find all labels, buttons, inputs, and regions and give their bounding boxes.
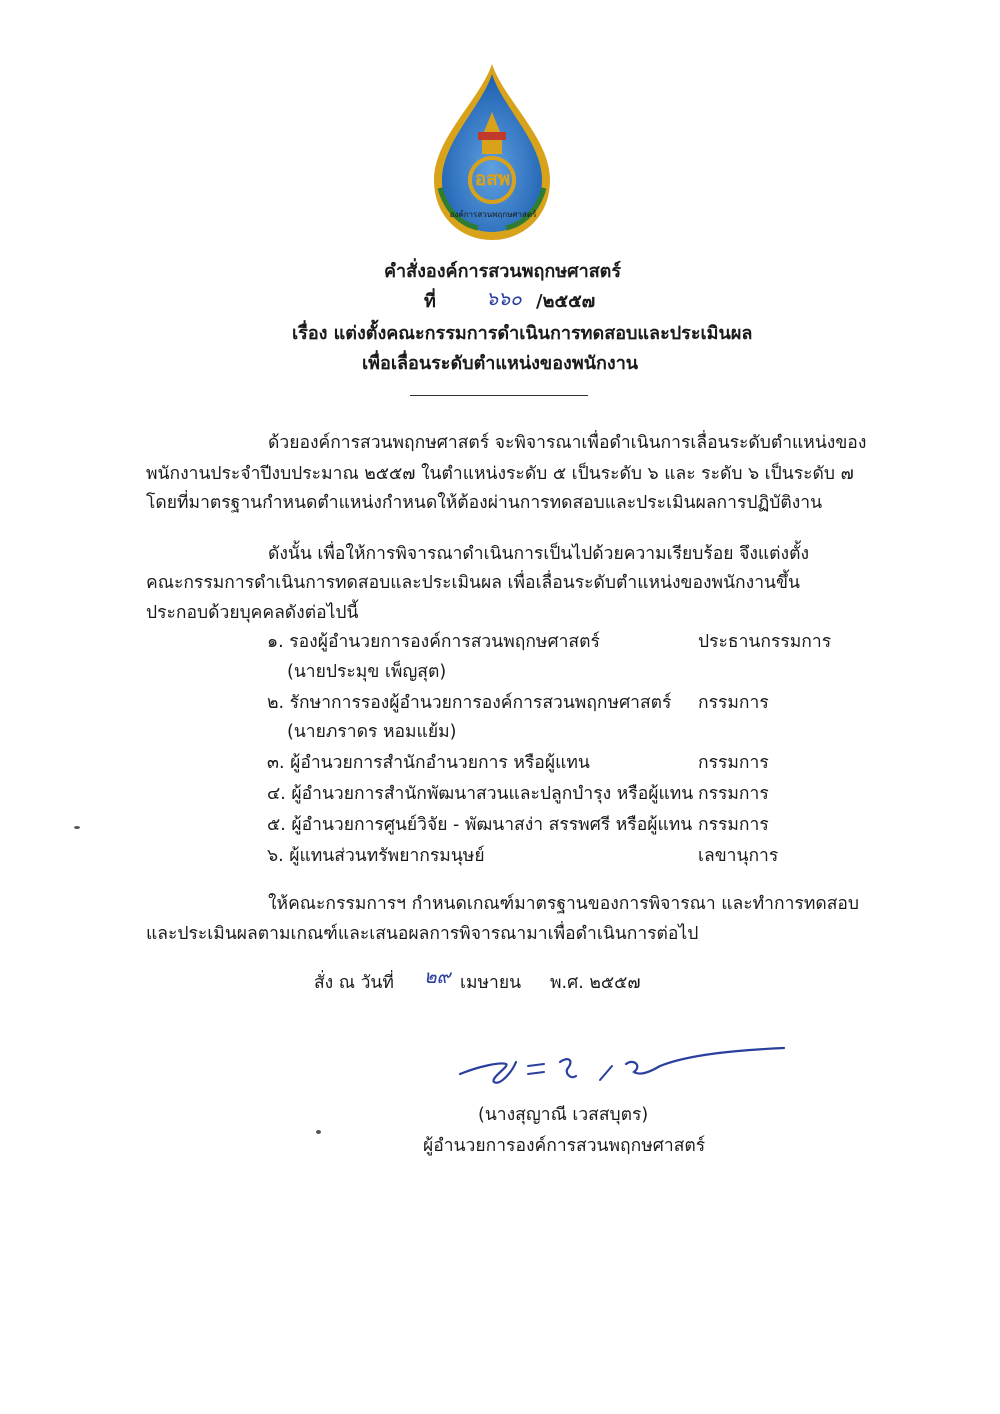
subject-line-2: เพื่อเลื่อนระดับตำแหน่งของพนักงาน	[362, 353, 639, 374]
member-2-title: ๒. รักษาการรองผู้อำนวยการองค์การสวนพฤกษศาสตร์	[267, 693, 672, 713]
handwritten-signature	[450, 1036, 790, 1096]
order-title: คำสั่งองค์การสวนพฤกษศาสตร์	[384, 261, 622, 282]
paragraph-1-line-1: ด้วยองค์การสวนพฤกษศาสตร์ จะพิจารณาเพื่อดำเนินการเลื่อนระดับตำแหน่งของ	[268, 433, 867, 453]
paragraph-2-line-2: คณะกรรมการดำเนินการทดสอบและประเมินผล เพื่อเลื่อนระดับตำแหน่งของพนักงานขึ้น	[146, 573, 800, 593]
paragraph-3-line-2: และประเมินผลตามเกณฑ์และเสนอผลการพิจารณามาเพื่อดำเนินการต่อไป	[146, 924, 699, 944]
member-1-role: ประธานกรรมการ	[698, 632, 832, 652]
date-day-handwritten: ๒๙	[424, 966, 451, 988]
member-3-role: กรรมการ	[698, 753, 769, 773]
paragraph-2-line-3: ประกอบด้วยบุคคลดังต่อไปนี้	[146, 603, 359, 623]
logo-caption: องค์การสวนพฤกษศาสตร์	[449, 210, 537, 219]
date-month: เมษายน	[460, 973, 522, 993]
member-4-role: กรรมการ	[698, 784, 769, 804]
subject-line-1: เรื่อง แต่งตั้งคณะกรรมการดำเนินการทดสอบและประเมินผล	[292, 323, 753, 344]
signatory-name: (นางสุญาณี เวสสบุตร)	[478, 1105, 649, 1125]
paragraph-2-line-1: ดังนั้น เพื่อให้การพิจารณาดำเนินการเป็นไปด้วยความเรียบร้อย จึงแต่งตั้ง	[268, 544, 809, 564]
scan-speck	[74, 826, 80, 829]
paragraph-1-line-3: โดยที่มาตรฐานกำหนดตำแหน่งกำหนดให้ต้องผ่านการทดสอบและประเมินผลการปฏิบัติงาน	[146, 493, 823, 513]
member-5-role: กรรมการ	[698, 815, 769, 835]
organization-logo	[420, 60, 565, 245]
member-4-title: ๔. ผู้อำนวยการสำนักพัฒนาสวนและปลูกบำรุง หรือผู้แทน	[267, 784, 694, 804]
order-number-suffix: /๒๕๕๗	[536, 291, 596, 312]
member-5-title: ๕. ผู้อำนวยการศูนย์วิจัย - พัฒนาสง่า สรรพศรี หรือผู้แทน	[267, 815, 693, 835]
order-number-handwritten: ๖๖๐	[486, 288, 522, 310]
date-year: พ.ศ. ๒๕๕๗	[550, 973, 641, 993]
paragraph-1-line-2: พนักงานประจำปีงบประมาณ ๒๕๕๗ ในตำแหน่งระดับ ๕ เป็นระดับ ๖ และ ระดับ ๖ เป็นระดับ ๗	[146, 464, 854, 484]
scan-speck	[316, 1130, 321, 1134]
paragraph-3-line-1: ให้คณะกรรมการฯ กำหนดเกณฑ์มาตรฐานของการพิจารณา และทำการทดสอบ	[268, 894, 860, 914]
date-prefix: สั่ง ณ วันที่	[314, 973, 394, 993]
header-divider	[410, 395, 588, 396]
signatory-position: ผู้อำนวยการองค์การสวนพฤกษศาสตร์	[423, 1136, 706, 1156]
member-1-title: ๑. รองผู้อำนวยการองค์การสวนพฤกษศาสตร์	[267, 632, 600, 652]
order-number-prefix: ที่	[424, 291, 436, 312]
member-2-name: (นายภราดร หอมแย้ม)	[287, 722, 457, 742]
member-6-title: ๖. ผู้แทนส่วนทรัพยากรมนุษย์	[267, 846, 485, 866]
member-6-role: เลขานุการ	[698, 846, 779, 866]
member-2-role: กรรมการ	[698, 693, 769, 713]
member-1-name: (นายประมุข เพ็ญสุต)	[287, 662, 447, 682]
logo-monogram: อสพ	[474, 168, 511, 190]
member-3-title: ๓. ผู้อำนวยการสำนักอำนวยการ หรือผู้แทน	[267, 753, 590, 773]
